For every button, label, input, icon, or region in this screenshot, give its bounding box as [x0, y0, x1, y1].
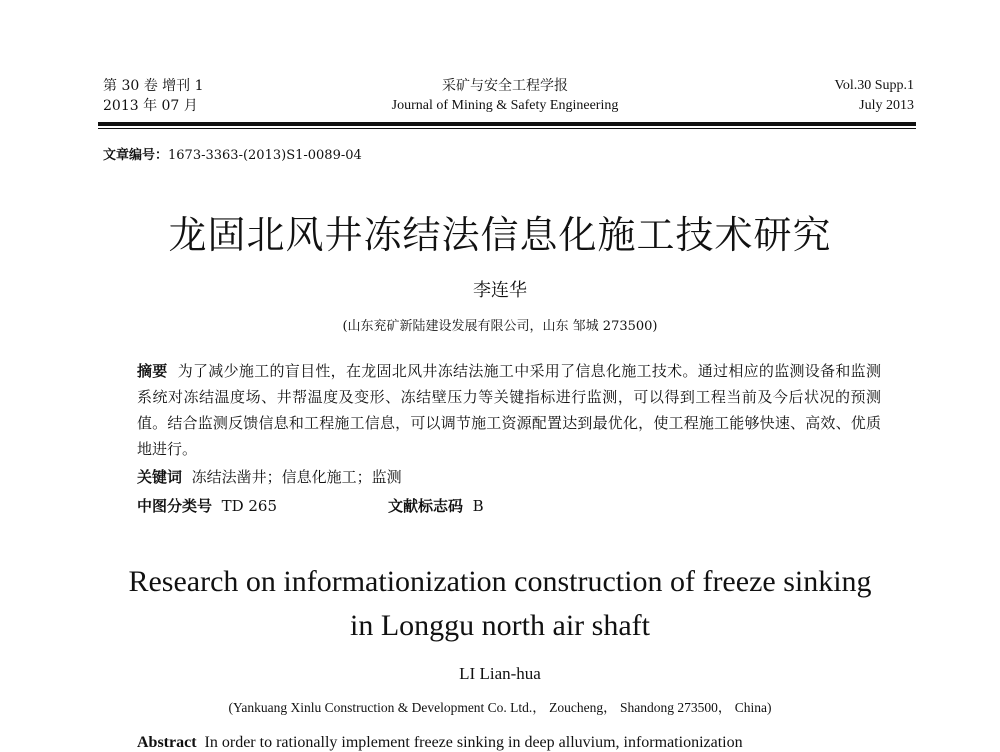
paper-title-en-line2: in Longgu north air shaft [350, 609, 650, 642]
volume-supp: Vol.30 Supp.1 [834, 78, 914, 93]
abstract-en [137, 734, 881, 752]
volume-issue: 第 30 卷 增刊 1 [103, 78, 204, 94]
journal-name-en: Journal of Mining & Safety Engineering [391, 98, 619, 113]
paper-title-en-line1: Research on informationization construction of freeze sinking [128, 565, 872, 598]
classification-label: 中图分类号 [137, 497, 213, 515]
affiliation-en: (Yankuang Xinlu Construction & Development Co. Ltd.， Zoucheng， Shandong 273500， China) [228, 700, 772, 715]
article-number-value: 1673-3363-(2013)S1-0089-04 [168, 148, 362, 163]
abstract-cn-label: 摘要 [137, 362, 168, 380]
author-cn: 李连华 [473, 280, 527, 301]
header-rule-thin [98, 128, 916, 129]
abstract-en-label: Abstract [137, 734, 197, 751]
paper-title-en [0, 560, 1000, 648]
journal-volume-info [103, 76, 204, 116]
affiliation-cn: (山东兖矿新陆建设发展有限公司，山东 邹城 273500) [342, 319, 658, 334]
author-en: LI Lian-hua [459, 664, 541, 683]
document-code [388, 495, 484, 516]
header-rule-thick [98, 122, 916, 126]
keywords-cn [137, 466, 402, 487]
abstract-en-text: In order to rationally implement freeze sinking in deep alluvium, informationization [204, 734, 743, 751]
article-number [103, 144, 362, 163]
keywords-cn-text: 冻结法凿井；信息化施工；监测 [191, 468, 402, 486]
abstract-cn [137, 358, 881, 462]
publication-date-en: July 2013 [859, 98, 914, 113]
document-code-value: B [472, 497, 484, 515]
paper-title-cn: 龙固北风井冻结法信息化施工技术研究 [168, 213, 832, 257]
publication-date-cn: 2013 年 07 月 [103, 98, 198, 114]
classification-number [137, 495, 277, 516]
abstract-cn-text: 为了减少施工的盲目性，在龙固北风井冻结法施工中采用了信息化施工技术。通过相应的监测设备和监测系统对冻结温度场、井帮温度及变形、冻结壁压力等关键指标进行监测，可以得到工程当前及今后状况的预测值。结合监测反馈信息和工程施工信息，可以调节施工资源配置达到最优化，使工程施工能够快速、高效、优质地进行。 [137, 362, 881, 458]
classification-value: TD 265 [221, 497, 277, 515]
keywords-cn-label: 关键词 [137, 468, 183, 486]
journal-volume-info-en [835, 76, 914, 116]
journal-name [300, 76, 710, 116]
article-number-label: 文章编号： [103, 148, 169, 163]
document-code-label: 文献标志码 [388, 497, 464, 515]
journal-name-cn: 采矿与安全工程学报 [442, 78, 568, 94]
